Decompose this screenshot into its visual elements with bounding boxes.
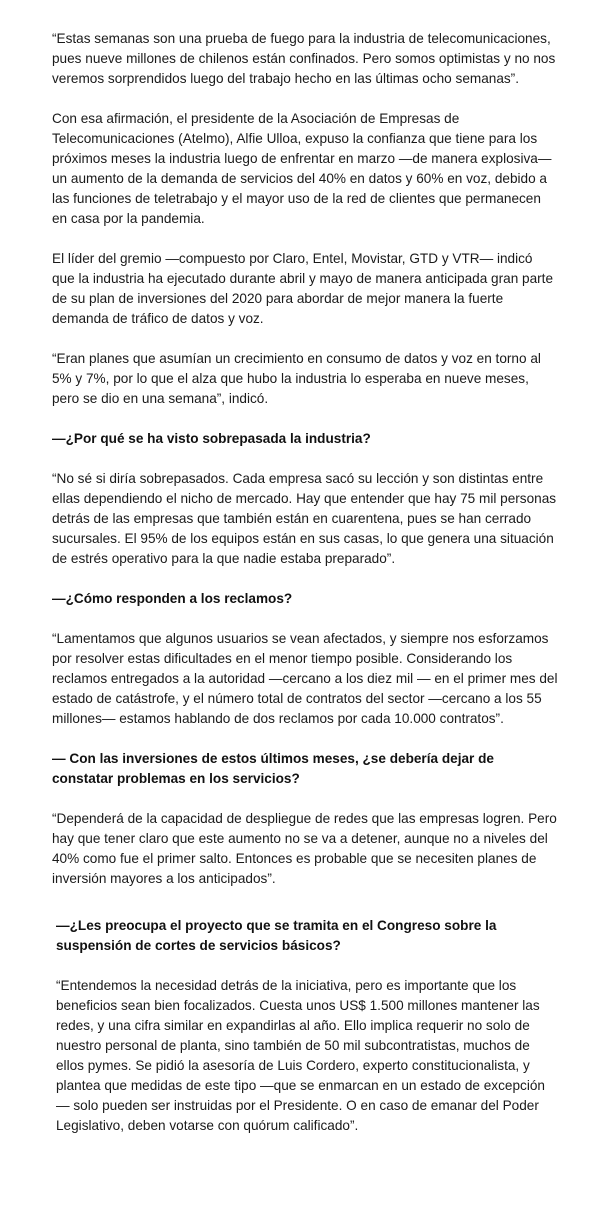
- paragraph-affirmation: Con esa afirmación, el presidente de la Asociación de Empresas de Telecomunicaciones (Atelmo), Alfie Ulloa, expuso la confianza que tiene para los próximos meses la industria luego de enfrentar en marzo —de manera explosiva— un aumento de la demanda de servicios del 40% en datos y 60% en voz, debido a las funciones de teletrabajo y el mayor uso de la red de clientes que permanecen en casa por la pandemia.: [52, 111, 552, 226]
- answer-investments: “Dependerá de la capacidad de despliegue de redes que las empresas logren. Pero hay que tener claro que este aumento no se va a detener, aunque no a niveles del 40% como fue el primer salto. Entonces es probable que se necesiten planes de inversión mayores a los anticipados”.: [52, 811, 557, 886]
- paragraph-intro-quote: “Estas semanas son una prueba de fuego para la industria de telecomunicaciones, pues nueve millones de chilenos están confinados. Pero somos optimistas y no nos veremos sorprendidos luego del trabajo hecho en las últimas ocho semanas”.: [52, 31, 556, 86]
- article-body: [52, 29, 558, 1156]
- question-investments: — Con las inversiones de estos últimos meses, ¿se debería dejar de constatar problemas en los servicios?: [52, 751, 494, 786]
- answer-complaints: “Lamentamos que algunos usuarios se vean afectados, y siempre nos esforzamos por resolver estas dificultades en el menor tiempo posible. Considerando los reclamos entregados a la autoridad —cercano a los diez mil — en el primer mes del estado de catástrofe, y el número total de contratos del sector —cercano a los 55 millones— estamos hablando de dos reclamos por cada 10.000 contratos”.: [52, 631, 558, 726]
- paragraph-plans-quote: “Eran planes que asumían un crecimiento en consumo de datos y voz en torno al 5% y 7%, por lo que el alza que hubo la industria lo esperaba en nueve meses, pero se dio en una semana”, indicó.: [52, 351, 541, 406]
- question-complaints: —¿Cómo responden a los reclamos?: [52, 591, 293, 606]
- answer-overwhelmed: “No sé si diría sobrepasados. Cada empresa sacó su lección y son distintas entre ellas dependiendo el nicho de mercado. Hay que entender que hay 75 mil personas detrás de las empresas que también están en cuarentena, pues se han cerrado sucursales. El 95% de los equipos están en sus casas, lo que genera una situación de estrés operativo para la que nadie estaba preparado”.: [52, 471, 557, 566]
- question-congress-bill: —¿Les preocupa el proyecto que se tramita en el Congreso sobre la suspensión de cortes de servicios básicos?: [56, 918, 497, 953]
- answer-congress-bill: “Entendemos la necesidad detrás de la iniciativa, pero es importante que los beneficios sean bien focalizados. Cuesta unos US$ 1.500 millones mantener las redes, y una cifra similar en expandirlas al año. Ello implica requerir no solo de nuestro personal de planta, sino también de 50 mil subcontratistas, muchos de ellos pymes. Se pidió la asesoría de Luis Cordero, experto constitucionalista, y plantea que medidas de este tipo —que se enmarcan en un estado de excepción— solo pueden ser instruidas por el Presidente. O en caso de emanar del Poder Legislativo, deben votarse con quórum calificado”.: [56, 978, 545, 1133]
- question-overwhelmed: —¿Por qué se ha visto sobrepasada la industria?: [52, 431, 371, 446]
- paragraph-guild-leader: El líder del gremio —compuesto por Claro, Entel, Movistar, GTD y VTR— indicó que la industria ha ejecutado durante abril y mayo de manera anticipada gran parte de su plan de inversiones del 2020 para abordar de mejor manera la fuerte demanda de tráfico de datos y voz.: [52, 251, 554, 326]
